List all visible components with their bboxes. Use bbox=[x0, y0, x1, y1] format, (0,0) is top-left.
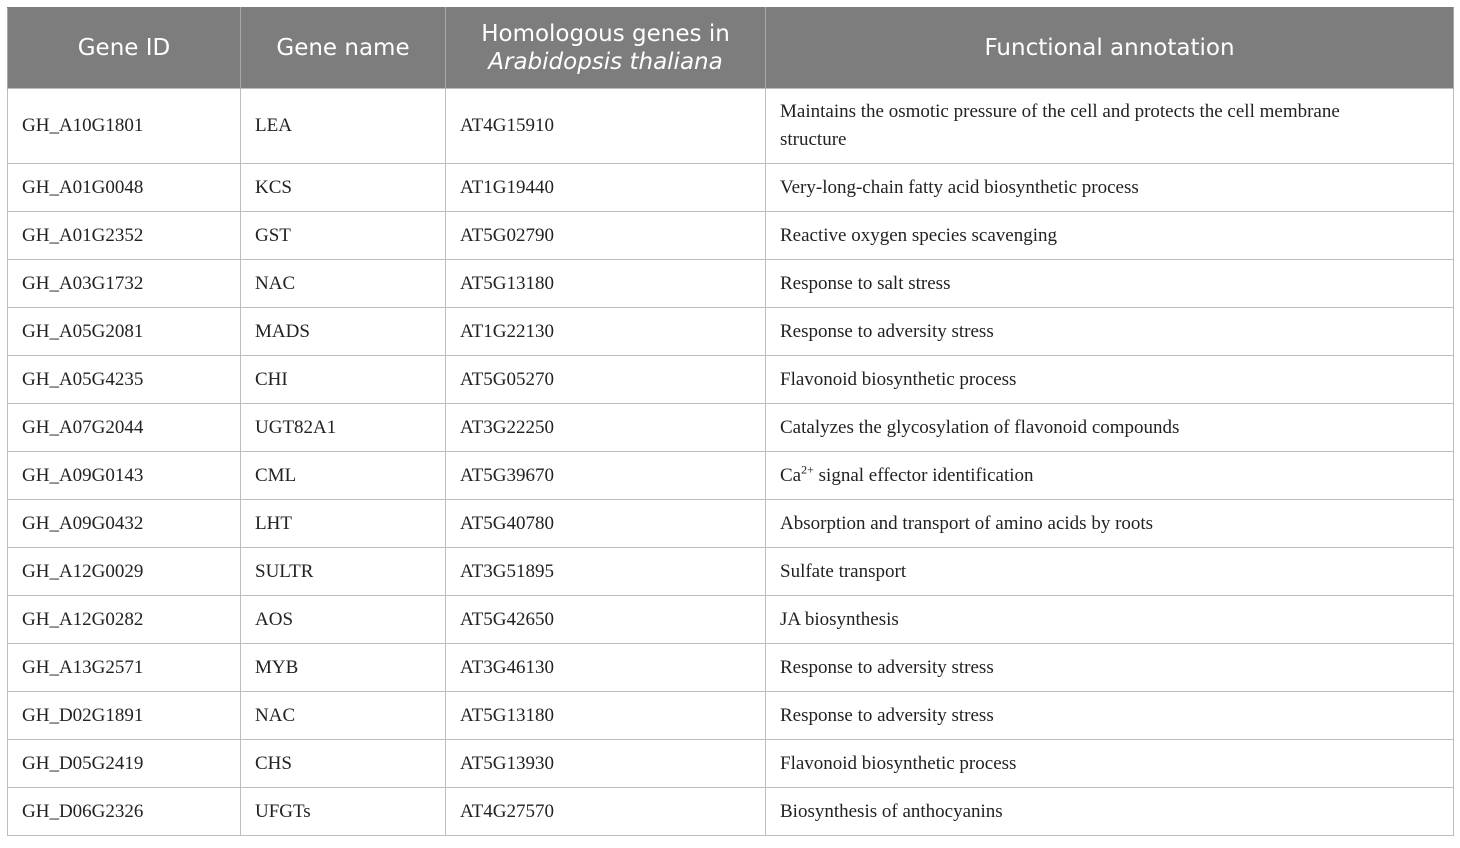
cell-gene-id: GH_A05G4235 bbox=[8, 356, 241, 404]
cell-gene-id: GH_A13G2571 bbox=[8, 644, 241, 692]
cell-homolog: AT5G39670 bbox=[446, 452, 766, 500]
cell-homolog: AT5G02790 bbox=[446, 212, 766, 260]
cell-gene-id: GH_A09G0432 bbox=[8, 500, 241, 548]
cell-homolog: AT1G22130 bbox=[446, 308, 766, 356]
annotation-superscript: 2+ bbox=[801, 462, 814, 477]
gene-annotation-table bbox=[7, 7, 1454, 836]
cell-annotation: JA biosynthesis bbox=[766, 596, 1454, 644]
annotation-prefix: Ca bbox=[780, 464, 802, 486]
cell-annotation: Flavonoid biosynthetic process bbox=[766, 356, 1454, 404]
table-header bbox=[8, 8, 1454, 89]
cell-gene-id: GH_A12G0029 bbox=[8, 548, 241, 596]
cell-homolog: AT4G27570 bbox=[446, 788, 766, 836]
cell-gene-id: GH_D05G2419 bbox=[8, 740, 241, 788]
cell-annotation: Very-long-chain fatty acid biosynthetic process bbox=[766, 164, 1454, 212]
cell-homolog: AT5G05270 bbox=[446, 356, 766, 404]
header-homologous-line1: Homologous genes in bbox=[481, 21, 730, 47]
table-row bbox=[8, 692, 1454, 740]
cell-gene-id: GH_A05G2081 bbox=[8, 308, 241, 356]
cell-gene-id: GH_A12G0282 bbox=[8, 596, 241, 644]
cell-gene-name: LEA bbox=[241, 89, 446, 164]
cell-annotation: Catalyzes the glycosylation of flavonoid compounds bbox=[766, 404, 1454, 452]
cell-gene-id: GH_D06G2326 bbox=[8, 788, 241, 836]
table-row bbox=[8, 356, 1454, 404]
cell-gene-name: NAC bbox=[241, 260, 446, 308]
cell-gene-name: MYB bbox=[241, 644, 446, 692]
cell-homolog: AT3G46130 bbox=[446, 644, 766, 692]
table-row bbox=[8, 308, 1454, 356]
cell-homolog: AT5G40780 bbox=[446, 500, 766, 548]
cell-gene-id: GH_A09G0143 bbox=[8, 452, 241, 500]
cell-gene-name: LHT bbox=[241, 500, 446, 548]
table-row bbox=[8, 596, 1454, 644]
header-functional-annotation: Functional annotation bbox=[766, 8, 1454, 89]
cell-homolog: AT4G15910 bbox=[446, 89, 766, 164]
cell-homolog: AT5G13180 bbox=[446, 260, 766, 308]
header-homologous-species: Arabidopsis thaliana bbox=[488, 49, 723, 75]
table-row bbox=[8, 500, 1454, 548]
table-row bbox=[8, 644, 1454, 692]
cell-annotation: Response to salt stress bbox=[766, 260, 1454, 308]
cell-gene-name: AOS bbox=[241, 596, 446, 644]
cell-annotation bbox=[766, 452, 1454, 500]
cell-gene-name: MADS bbox=[241, 308, 446, 356]
cell-homolog: AT5G13930 bbox=[446, 740, 766, 788]
cell-gene-name: CML bbox=[241, 452, 446, 500]
table-row bbox=[8, 740, 1454, 788]
cell-annotation: Biosynthesis of anthocyanins bbox=[766, 788, 1454, 836]
cell-annotation: Response to adversity stress bbox=[766, 692, 1454, 740]
cell-homolog: AT5G42650 bbox=[446, 596, 766, 644]
cell-gene-id: GH_A01G2352 bbox=[8, 212, 241, 260]
cell-homolog: AT1G19440 bbox=[446, 164, 766, 212]
cell-homolog: AT3G51895 bbox=[446, 548, 766, 596]
cell-annotation: Response to adversity stress bbox=[766, 644, 1454, 692]
cell-annotation: Absorption and transport of amino acids by roots bbox=[766, 500, 1454, 548]
cell-gene-id: GH_A07G2044 bbox=[8, 404, 241, 452]
cell-gene-id: GH_A03G1732 bbox=[8, 260, 241, 308]
cell-annotation: Response to adversity stress bbox=[766, 308, 1454, 356]
header-row bbox=[8, 8, 1454, 89]
annotation-text: Maintains the osmotic pressure of the cell and protects the cell membrane structure bbox=[780, 101, 1340, 150]
cell-gene-id: GH_A10G1801 bbox=[8, 89, 241, 164]
cell-gene-id: GH_D02G1891 bbox=[8, 692, 241, 740]
cell-annotation: Flavonoid biosynthetic process bbox=[766, 740, 1454, 788]
table-row bbox=[8, 164, 1454, 212]
cell-annotation: Reactive oxygen species scavenging bbox=[766, 212, 1454, 260]
table-row bbox=[8, 89, 1454, 164]
header-homologous-genes bbox=[446, 8, 766, 89]
cell-annotation: Sulfate transport bbox=[766, 548, 1454, 596]
cell-homolog: AT3G22250 bbox=[446, 404, 766, 452]
cell-gene-name: CHI bbox=[241, 356, 446, 404]
table-row bbox=[8, 260, 1454, 308]
table-row bbox=[8, 788, 1454, 836]
cell-gene-name: SULTR bbox=[241, 548, 446, 596]
header-gene-id: Gene ID bbox=[8, 8, 241, 89]
cell-gene-name: KCS bbox=[241, 164, 446, 212]
table-row bbox=[8, 212, 1454, 260]
header-gene-name: Gene name bbox=[241, 8, 446, 89]
table-body bbox=[8, 89, 1454, 836]
annotation-suffix: signal effector identification bbox=[813, 464, 1034, 486]
cell-gene-name: UFGTs bbox=[241, 788, 446, 836]
table-row bbox=[8, 404, 1454, 452]
cell-homolog: AT5G13180 bbox=[446, 692, 766, 740]
cell-annotation bbox=[766, 89, 1454, 164]
cell-gene-name: CHS bbox=[241, 740, 446, 788]
table-row bbox=[8, 452, 1454, 500]
cell-gene-name: UGT82A1 bbox=[241, 404, 446, 452]
cell-gene-name: GST bbox=[241, 212, 446, 260]
gene-table-container bbox=[7, 7, 1453, 836]
table-row bbox=[8, 548, 1454, 596]
cell-gene-name: NAC bbox=[241, 692, 446, 740]
cell-gene-id: GH_A01G0048 bbox=[8, 164, 241, 212]
